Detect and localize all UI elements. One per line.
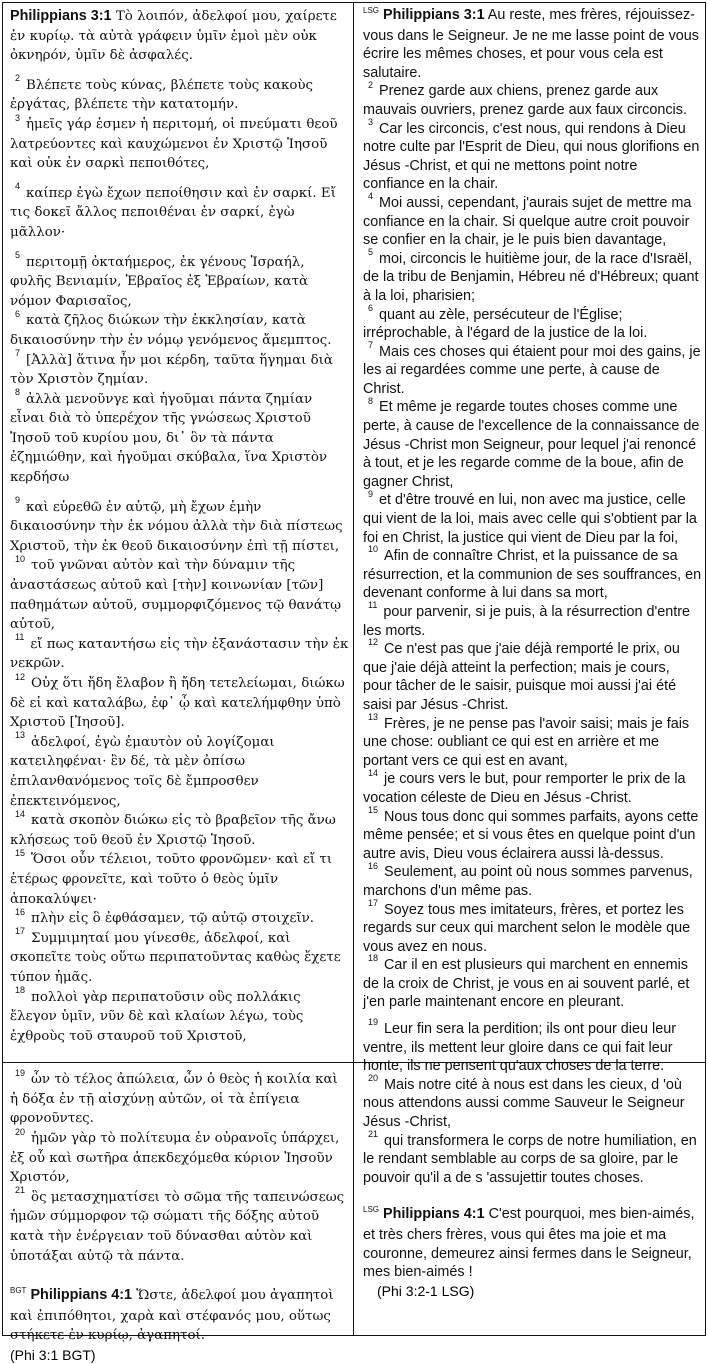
french-closing-ref: Philippians 4:1: [383, 1206, 485, 1223]
greek-heading: [10, 7, 349, 66]
verse-text: ἡμεῖς γάρ ἐσμεν ἡ περιτομή, οἱ πνεύματι θεοῦ λατρεύοντες καὶ καυχώμενοι ἐν Χριστῷ Ἰησοῦ καὶ οὐκ ἐν σαρκὶ πεποιθότες,: [10, 116, 338, 172]
verse-text: Mais notre cité à nous est dans les cieux, d 'où nous attendons aussi comme Sauveur le Seigneur Jésus -Christ,: [363, 1076, 685, 1131]
verse-number: 2: [15, 73, 21, 84]
verse: [10, 181, 349, 243]
verse-text: Ce n'est pas que j'aie déjà remporté le prix, ou que j'aie déjà atteint la perfection; mais je cours, pour tâcher de le saisir, puisque moi aussi j'ai été saisi par Jésus -Christ.: [363, 641, 680, 713]
verse-text: Prenez garde aux chiens, prenez garde aux mauvais ouvriers, prenez garde aux faux circoncis.: [363, 83, 687, 118]
french-citation: (Phi 3:2-1 LSG): [377, 1282, 475, 1299]
verse-text: et d'être trouvé en lui, non avec ma justice, celle qui vient de la loi, mais avec celle qui s'obtient par la foi en Christ, la justice qui vient de Dieu par la foi,: [363, 492, 697, 546]
verse: [10, 553, 349, 634]
verse-text: εἴ πως καταντήσω εἰς τὴν ἐξανάστασιν τὴν ἐκ νεκρῶν.: [10, 636, 349, 672]
verse: [10, 1067, 349, 1129]
verse-text: ἀδελφοί, ἐγὼ ἐμαυτὸν οὐ λογίζομαι κατειληφέναι· ἓν δέ, τὰ μὲν ὀπίσω ἐπιλανθανόμενος τοῖς δὲ ἔμπροσθεν ἐπεκτεινόμενος,: [10, 734, 275, 809]
verse: [10, 348, 349, 390]
verse-text: Mais ces choses qui étaient pour moi des gains, je les ai regardées comme une perte, à cause de Christ.: [363, 343, 701, 397]
verse: [363, 804, 702, 864]
verse: [10, 730, 349, 811]
greek-closing-ref: Philippians 4:1: [30, 1287, 133, 1304]
verse-number: 11: [368, 600, 378, 611]
french-closing-version: LSG: [363, 1205, 380, 1215]
verse-text: καίπερ ἐγὼ ἔχων πεποίθησιν καὶ ἐν σαρκί. Εἴ τις δοκεῖ ἄλλος πεποιθέναι ἐν σαρκί, ἐγὼ μᾶλλον·: [10, 185, 336, 240]
verse: [363, 953, 702, 1012]
verse-number: 12: [15, 671, 26, 682]
verse-text: qui transformera le corps de notre humiliation, en le rendant semblable au corps de sa gloire, par le pouvoir qu'il a de s 'assujettir toutes choses.: [363, 1132, 697, 1186]
verse-text: τοῦ γνῶναι αὐτὸν καὶ τὴν δύναμιν τῆς ἀναστάσεως αὐτοῦ καὶ [τὴν] κοινωνίαν [τῶν] παθημάτων αὐτοῦ, συμμορφιζόμενος τῷ θανάτῳ αὐτοῦ,: [10, 558, 342, 633]
verse-number: 6: [368, 302, 374, 313]
verse-number: 3: [15, 112, 21, 123]
verse-text: Βλέπετε τοὺς κύνας, βλέπετε τοὺς κακοὺς ἐργάτας, βλέπετε τὴν κατατομήν.: [10, 77, 314, 113]
greek-heading-text: Τὸ λοιπόν, ἀδελφοί μου, χαίρετε ἐν κυρίῳ. τὰ αὐτὰ γράφειν ὑμῖν ἐμοὶ μὲν οὐκ ὀκνηρόν, ὑμῖν δὲ ἀσφαλές.: [10, 9, 337, 64]
french-closing-text: C'est pourquoi, mes bien-aimés, et très chers frères, vous qui êtes ma joie et ma couronne, demeurez ainsi fermes dans le Seigneur, mes bien-aimés !: [363, 1206, 695, 1281]
verse: [10, 847, 349, 909]
verse-number: 11: [15, 632, 25, 643]
verse-number: 10: [368, 544, 379, 555]
verse: [363, 897, 702, 957]
parallel-bible-table: [2, 2, 706, 1363]
french-verse-list: [363, 79, 702, 1187]
verse-number: 15: [15, 847, 26, 858]
verse-number: 7: [368, 339, 374, 350]
verse: [363, 637, 702, 714]
verse: [10, 1185, 349, 1266]
verse-text: je cours vers le but, pour remporter le prix de la vocation céleste de Dieu en Jésus -Christ.: [363, 771, 686, 806]
verse-text: κατὰ ζῆλος διώκων τὴν ἐκκλησίαν, κατὰ δικαιοσύνην τὴν ἐν νόμῳ γενόμενος ἄμεμπτος.: [10, 313, 332, 348]
greek-closing-version: BGT: [10, 1286, 27, 1296]
verse: [10, 926, 349, 988]
verse-number: 14: [368, 767, 379, 778]
verse: [363, 1073, 702, 1132]
verse-text: κατὰ σκοπὸν διώκω εἰς τὸ βραβεῖον τῆς ἄνω κλήσεως τοῦ θεοῦ ἐν Χριστῷ Ἰησοῦ.: [10, 813, 336, 848]
verse-text: Afin de connaître Christ, et la puissance de sa résurrection, et la communion de ses souffrances, en devenant conforme à lui dans sa mort,: [363, 548, 702, 602]
verse-number: 15: [368, 804, 379, 815]
verse-number: 18: [368, 953, 379, 964]
verse-text: Et même je regarde toutes choses comme une perte, à cause de l'excellence de la connaissance de Jésus -Christ mon Seigneur, pour lequel j'ai renoncé à tout, et je les regarde comme de la boue, afin de gagner Christ,: [363, 399, 700, 490]
verse-number: 13: [368, 711, 379, 722]
verse: [10, 632, 349, 674]
verse: [363, 191, 702, 250]
verse: [363, 79, 702, 119]
verse-text: moi, circoncis le huitième jour, de la race d'Israël, de la tribu de Benjamin, Hébreu né d'Hébreux; quant à la loi, pharisien;: [363, 250, 699, 304]
verse-text: ἀλλὰ μενοῦνγε καὶ ἡγοῦμαι πάντα ζημίαν εἶναι διὰ τὸ ὑπερέχον τῆς γνώσεως Χριστοῦ Ἰησοῦ τοῦ κυρίου μου, δι᾽ ὃν τὰ πάντα ἐζημιώθην, καὶ ἡγοῦμαι σκύβαλα, ἵνα Χριστὸν κερδήσω: [10, 391, 328, 486]
verse-text: Ὅσοι οὖν τέλειοι, τοῦτο φρονῶμεν· καὶ εἴ τι ἑτέρως φρονεῖτε, καὶ τοῦτο ὁ θεὸς ὑμῖν ἀποκαλύψει·: [10, 852, 333, 907]
verse: [363, 711, 702, 771]
verse: [363, 1128, 702, 1188]
verse-text: Frères, je ne pense pas l'avoir saisi; mais je fais une chose: oubliant ce qui est en arrière et me portant vers ce qui est en avant,: [363, 715, 690, 769]
verse-text: Nous tous donc qui sommes parfaits, ayons cette même pensée; et si vous êtes en quelque point d'un autre avis, Dieu vous éclairera aussi là-dessus.: [363, 808, 699, 862]
greek-column: [3, 3, 354, 1363]
verse: [10, 387, 349, 488]
verse: [363, 1017, 702, 1076]
verse: [10, 250, 349, 312]
verse-number: 19: [368, 1017, 379, 1028]
french-heading-text: Au reste, mes frères, réjouissez-vous dans le Seigneur. Je ne me lasse point de vous écrire les mêmes choses, et pour vous cela est salutaire.: [363, 7, 699, 81]
greek-verse-list: [10, 73, 349, 1266]
verse: [363, 395, 702, 491]
verse-number: 18: [15, 985, 26, 996]
verse: [10, 1126, 349, 1188]
verse-text: περιτομῇ ὀκταήμερος, ἐκ γένους Ἰσραήλ, φυλῆς Βενιαμίν, Ἑβραῖος ἐξ Ἑβραίων, κατὰ νόμον Φαρισαῖος,: [10, 254, 309, 309]
verse: [10, 671, 349, 733]
verse-number: 2: [368, 79, 374, 90]
verse-number: 5: [15, 250, 21, 261]
verse-text: pour parvenir, si je puis, à la résurrection d'entre les morts.: [363, 604, 691, 639]
verse: [363, 544, 702, 603]
verse-text: πλὴν εἰς ὃ ἐφθάσαμεν, τῷ αὐτῷ στοιχεῖν.: [31, 911, 315, 927]
verse-number: 19: [15, 1067, 26, 1078]
verse: [363, 600, 702, 640]
verse-number: 9: [15, 495, 21, 506]
verse-text: Συμμιμηταί μου γίνεσθε, ἀδελφοί, καὶ σκοπεῖτε τοὺς οὕτω περιπατοῦντας καθὼς ἔχετε τύπον ἡμᾶς.: [10, 930, 341, 985]
french-closing: [363, 1205, 702, 1281]
verse: [10, 808, 349, 850]
french-column: [354, 3, 705, 1335]
verse: [363, 339, 702, 399]
verse-number: 16: [15, 906, 26, 917]
verse-text: [Ἀλλὰ] ἅτινα ἦν μοι κέρδη, ταῦτα ἥγημαι διὰ τὸν Χριστὸν ζημίαν.: [10, 352, 333, 388]
verse-number: 17: [15, 926, 26, 937]
verse: [10, 985, 349, 1047]
verse-number: 17: [368, 897, 379, 908]
verse-number: 21: [368, 1128, 379, 1139]
verse-number: 12: [368, 637, 379, 648]
verse-text: Οὐχ ὅτι ἤδη ἔλαβον ἢ ἤδη τετελείωμαι, διώκω δὲ εἰ καὶ καταλάβω, ἐφ᾽ ᾧ καὶ κατελήμφθην ὑπὸ Χριστοῦ [Ἰησοῦ].: [10, 676, 345, 731]
verse: [10, 495, 349, 557]
verse: [363, 116, 702, 194]
verse-text: Car les circoncis, c'est nous, qui rendons à Dieu notre culte par l'Esprit de Dieu, qui nous glorifions en Jésus -Christ, et qui ne mettons point notre confiance en la chair.: [363, 120, 700, 193]
verse-number: 5: [368, 246, 374, 257]
verse-text: πολλοὶ γὰρ περιπατοῦσιν οὓς πολλάκις ἔλεγον ὑμῖν, νῦν δὲ καὶ κλαίων λέγω, τοὺς ἐχθροὺς τοῦ σταυροῦ τοῦ Χριστοῦ,: [10, 989, 304, 1044]
verse: [10, 73, 349, 115]
verse: [363, 860, 702, 900]
verse-text: quant au zèle, persécuteur de l'Église; irréprochable, à l'égard de la justice de la loi.: [363, 306, 648, 342]
verse-number: 16: [368, 860, 379, 871]
verse-text: Leur fin sera la perdition; ils ont pour dieu leur ventre, ils mettent leur gloire dans ce qui fait leur honte, ils ne pensent qu'aux choses de la terre.: [363, 1021, 676, 1075]
verse: [10, 112, 349, 174]
verse-text: ὧν τὸ τέλος ἀπώλεια, ὧν ὁ θεὸς ἡ κοιλία καὶ ἡ δόξα ἐν τῇ αἰσχύνῃ αὐτῶν, οἱ τὰ ἐπίγεια φρονοῦντες.: [10, 1072, 338, 1127]
verse: [363, 488, 702, 547]
verse-text: Moi aussi, cependant, j'aurais sujet de mettre ma confiance en la chair. Si quelque autre croit pouvoir se confier en la chair, je le puis bien davantage,: [363, 194, 692, 249]
verse-number: 4: [368, 191, 374, 202]
verse-number: 20: [15, 1126, 26, 1137]
verse-number: 8: [368, 395, 374, 406]
french-heading-ref: Philippians 3:1: [383, 7, 485, 23]
verse-number: 7: [15, 348, 21, 359]
verse-text: καὶ εὑρεθῶ ἐν αὐτῷ, μὴ ἔχων ἐμὴν δικαιοσύνην τὴν ἐκ νόμου ἀλλὰ τὴν διὰ πίστεως Χριστοῦ, τὴν ἐκ θεοῦ δικαιοσύνην ἐπὶ τῇ πίστει,: [10, 499, 343, 554]
verse-text: Soyez tous mes imitateurs, frères, et portez les regards sur ceux qui marchent selon le modèle que vous avez en nous.: [363, 901, 691, 955]
verse-number: 3: [368, 116, 374, 127]
verse-text: ἡμῶν γὰρ τὸ πολίτευμα ἐν οὐρανοῖς ὑπάρχει, ἐξ οὗ καὶ σωτῆρα ἀπεκδεχόμεθα κύριον Ἰησοῦν Χριστόν,: [10, 1131, 340, 1186]
greek-heading-ref: Philippians 3:1: [10, 8, 112, 24]
verse: [363, 767, 702, 807]
verse-number: 13: [15, 730, 26, 741]
verse-text: ὃς μετασχηματίσει τὸ σῶμα τῆς ταπεινώσεως ἡμῶν σύμμορφον τῷ σώματι τῆς δόξης αὐτοῦ κατὰ τὴν ἐνέργειαν τοῦ δύνασθαι αὐτὸν καὶ ὑποτάξαι αὐτῷ τὰ πάντα.: [10, 1189, 345, 1264]
verse: [10, 308, 349, 350]
verse-text: Car il en est plusieurs qui marchent en ennemis de la croix de Christ, je vous en ai souvent parlé, et j'en parle maintenant encore en pleurant.: [363, 957, 690, 1011]
verse: [363, 302, 702, 343]
verse-number: 6: [15, 308, 21, 319]
verse-number: 14: [15, 808, 26, 819]
greek-closing-text: Ὥστε, ἀδελφοί μου ἀγαπητοὶ καὶ ἐπιπόθητοι, χαρὰ καὶ στέφανός μου, οὕτως στήκετε ἐν κυρίῳ, ἀγαπητοί.: [10, 1288, 334, 1344]
french-heading-version: LSG: [363, 6, 380, 15]
verse: [363, 246, 702, 306]
verse-number: 21: [15, 1185, 26, 1196]
verse: [10, 906, 349, 929]
verse-number: 8: [15, 387, 21, 398]
verse-number: 9: [368, 488, 374, 499]
verse-text: Seulement, au point où nous sommes parvenus, marchons d'un même pas.: [363, 864, 693, 899]
verse-number: 4: [15, 181, 21, 192]
verse-number: 20: [368, 1073, 379, 1084]
greek-citation: (Phi 3:1 BGT): [10, 1347, 96, 1363]
french-heading: [363, 6, 702, 82]
verse-number: 10: [15, 553, 26, 564]
greek-closing: [10, 1286, 349, 1346]
